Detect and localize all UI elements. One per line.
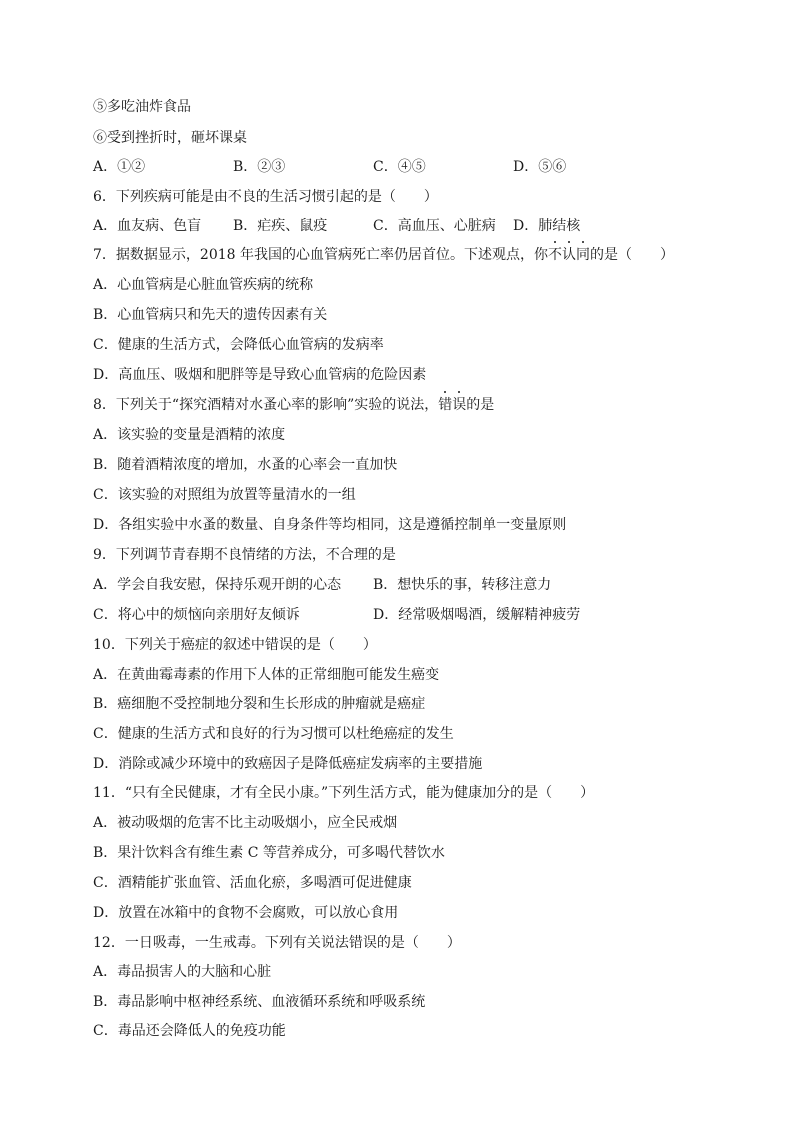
q8-option-c: C．该实验的对照组为放置等量清水的一组: [93, 487, 356, 503]
q9-option-a: A．学会自我安慰，保持乐观开朗的心态: [93, 577, 342, 593]
q12-option-b: B．毒品影响中枢神经系统、血液循环系统和呼吸系统: [93, 994, 426, 1010]
q8-stem-post: 的是: [466, 397, 495, 413]
q8-option-a: A．该实验的变量是酒精的浓度: [93, 427, 286, 443]
q8-emphasis-text: 错误: [438, 397, 467, 413]
emphasis-dots: [438, 391, 466, 393]
q10-option-c: C．健康的生活方式和良好的行为习惯可以杜绝癌症的发生: [93, 726, 454, 742]
q6-option-a: A．血友病、色盲: [93, 218, 202, 234]
q8-stem: [93, 394, 494, 416]
q9-stem: 9．下列调节青春期不良情绪的方法，不合理的是: [93, 547, 396, 563]
q6-options: [93, 215, 713, 237]
q7-stem-post: 的是（ ）: [590, 247, 674, 263]
q7-option-b: B．心血管病只和先天的遗传因素有关: [93, 307, 328, 323]
q7-option-a: A．心血管病是心脏血管疾病的统称: [93, 277, 314, 293]
q5-option-c: C．④⑤: [373, 159, 426, 175]
q5-item-6: ⑥受到挫折时，砸坏课桌: [93, 130, 247, 146]
q7-stem: [93, 244, 674, 266]
q12-stem: 12．一日吸毒，一生戒毒。下列有关说法错误的是（ ）: [93, 935, 461, 951]
q10-option-a: A．在黄曲霉毒素的作用下人体的正常细胞可能发生癌变: [93, 667, 440, 683]
q9-option-c: C．将心中的烦恼向亲朋好友倾诉: [93, 607, 300, 623]
q12-option-c: C．毒品还会降低人的免疫功能: [93, 1023, 286, 1039]
q7-emphasis-text: 不认同: [548, 247, 590, 263]
q6-option-b: B．疟疾、鼠疫: [233, 218, 328, 234]
q6-option-c: C．高血压、心脏病: [373, 218, 496, 234]
q6-stem: 6．下列疾病可能是由不良的生活习惯引起的是（ ）: [93, 189, 438, 205]
q11-option-d: D．放置在冰箱中的食物不会腐败，可以放心食用: [93, 905, 399, 921]
q5-option-d: D．⑤⑥: [513, 159, 567, 175]
q10-stem: 10．下列关于癌症的叙述中错误的是（ ）: [93, 637, 377, 653]
q8-emphasis: [438, 397, 466, 413]
emphasis-dots: [548, 241, 590, 243]
q8-stem-pre: 8．下列关于“探究酒精对水蚤心率的影响”实验的说法，: [93, 397, 439, 413]
q9-options-row-2: [93, 604, 713, 626]
q7-option-c: C．健康的生活方式，会降低心血管病的发病率: [93, 337, 384, 353]
q9-options-row-1: [93, 574, 713, 596]
q5-option-b: B．②③: [233, 159, 286, 175]
q11-option-b: B．果汁饮料含有维生素 C 等营养成分，可多喝代替饮水: [93, 845, 445, 861]
q9-option-b: B．想快乐的事，转移注意力: [373, 577, 552, 593]
q12-option-a: A．毒品损害人的大脑和心脏: [93, 964, 272, 980]
q6-option-d: D．肺结核: [513, 218, 581, 234]
q8-option-d: D．各组实验中水蚤的数量、自身条件等均相同，这是遵循控制单一变量原则: [93, 517, 567, 533]
q11-option-c: C．酒精能扩张血管、活血化瘀，多喝酒可促进健康: [93, 875, 412, 891]
q11-stem: 11．“只有全民健康，才有全民小康。”下列生活方式，能为健康加分的是（ ）: [93, 785, 595, 801]
q5-options: [93, 156, 713, 178]
q10-option-d: D．消除或减少环境中的致癌因子是降低癌症发病率的主要措施: [93, 756, 483, 772]
q5-option-a: A．①②: [93, 159, 146, 175]
q5-item-5: ⑤多吃油炸食品: [93, 99, 191, 115]
q7-emphasis: [548, 247, 590, 263]
q11-option-a: A．被动吸烟的危害不比主动吸烟小，应全民戒烟: [93, 815, 398, 831]
q9-option-d: D．经常吸烟喝酒，缓解精神疲劳: [373, 607, 581, 623]
q8-option-b: B．随着酒精浓度的增加，水蚤的心率会一直加快: [93, 457, 398, 473]
q10-option-b: B．癌细胞不受控制地分裂和生长形成的肿瘤就是癌症: [93, 696, 426, 712]
q7-stem-pre: 7．据数据显示，2018 年我国的心血管病死亡率仍居首位。下述观点，你: [93, 247, 548, 263]
q7-option-d: D．高血压、吸烟和肥胖等是导致心血管病的危险因素: [93, 367, 427, 383]
